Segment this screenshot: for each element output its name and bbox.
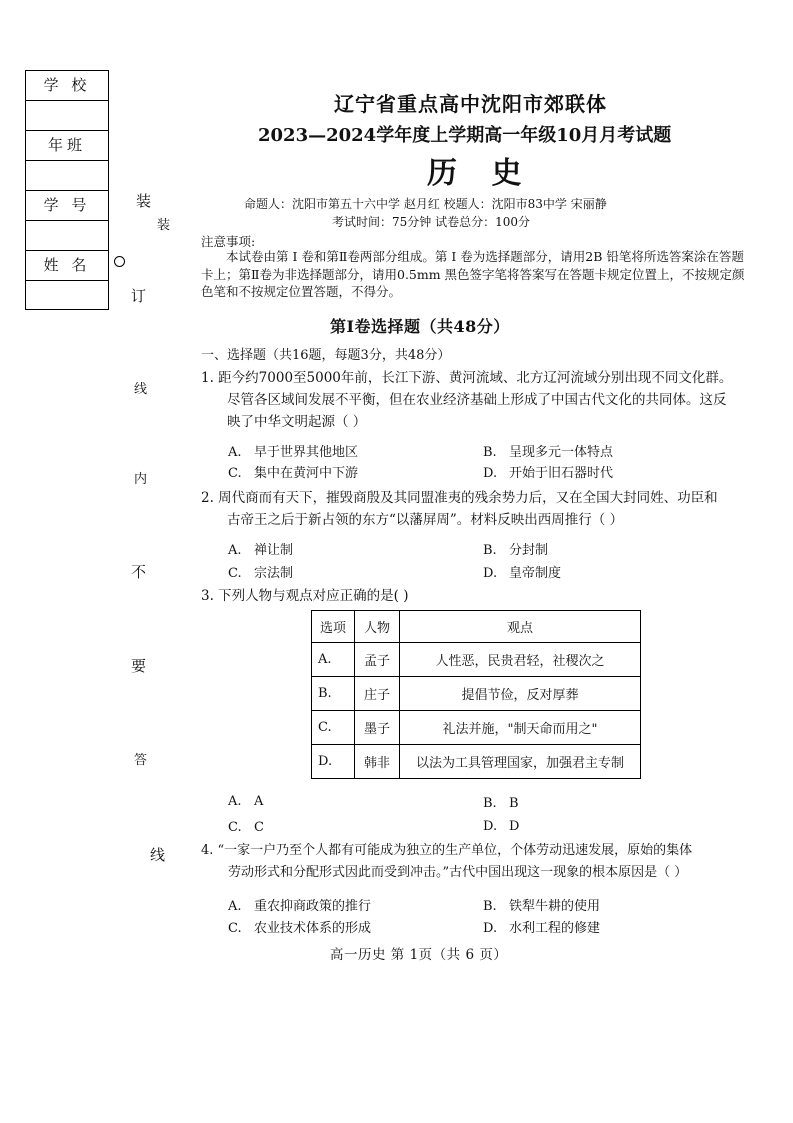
class-field[interactable] [26,161,108,191]
q2-option-b[interactable]: B. 分封制 [483,543,549,558]
q2-option-d[interactable]: D. 皇帝制度 [483,566,562,581]
q1-option-c[interactable]: C. 集中在黄河中下游 [228,466,359,481]
table-cell: B. [312,677,355,711]
name-label: 姓 名 [26,251,108,281]
exam-title-line1: 辽宁省重点高中沈阳市郊联体 [334,92,607,116]
binding-yao: 要 [131,657,147,675]
table-cell: 韩非 [355,745,400,779]
q2-option-a[interactable]: A. 禅让制 [228,543,294,558]
q3-option-c[interactable]: C. C [228,820,264,835]
question-1 [201,367,753,433]
q4-option-d[interactable]: D. 水利工程的修建 [483,921,601,936]
name-field[interactable] [26,281,108,310]
school-field[interactable] [26,101,108,131]
q3-table [311,610,641,779]
q1-option-d[interactable]: D. 开始于旧石器时代 [483,466,614,481]
binding-xian: 线 [134,382,148,397]
q3-option-b[interactable]: B. B [483,796,519,811]
table-cell: 以法为工具管理国家，加强君主专制 [400,745,641,779]
question-3 [201,585,753,607]
student-info-box [25,70,109,310]
table-header: 人物 [355,611,400,643]
question-stem: 尽管各区域间发展不平衡，但在农业经济基础上形成了中国古代文化的共同体。这反 [227,392,727,408]
table-cell: 礼法并施，"制天命而用之" [400,711,641,745]
table-cell: C. [312,711,355,745]
page-footer: 高一历史 第 1页（共 6 页） [330,947,508,963]
q3-option-a[interactable]: A. A [228,794,264,809]
notice-title: 注意事项: [201,234,256,249]
section-title: 第Ⅰ卷选择题（共48分） [330,317,510,336]
table-header-row [312,611,641,643]
student-id-label: 学 号 [26,191,108,221]
table-row [312,643,641,677]
question-stem: 4. “一家一户乃至个人都有可能成为独立的生产单位，个体劳动迅速发展，原始的集体 [201,843,693,858]
table-row [312,677,641,711]
binding-zhuang-inner: 装 [157,218,171,233]
table-header: 观点 [400,611,641,643]
question-stem: 2. 周代商而有天下，摧毁商殷及其同盟准夷的残余势力后，又在全国大封同姓、功臣和 [201,490,718,506]
question-stem: 3. 下列人物与观点对应正确的是( ) [201,588,409,604]
q2-option-c[interactable]: C. 宗法制 [228,566,294,581]
q1-option-b[interactable]: B. 呈现多元一体特点 [483,445,614,460]
q4-option-b[interactable]: B. 铁犁牛耕的使用 [483,899,601,914]
part-heading: 一、选择题（共16题，每题3分，共48分） [201,348,451,363]
question-stem: 1. 距今约7000至5000年前，长江下游、黄河流域、北方辽河流域分别出现不同文化群。 [201,370,733,386]
table-row [312,711,641,745]
q4-option-a[interactable]: A. 重农抑商政策的推行 [228,899,372,914]
table-cell: 墨子 [355,711,400,745]
binding-ding: 订 [131,287,147,305]
school-label: 学 校 [26,71,108,101]
binding-bu: 不 [131,563,147,581]
table-cell: 庄子 [355,677,400,711]
table-cell: 人性恶，民贵君轻，社稷次之 [400,643,641,677]
binding-ring-icon [114,256,125,267]
binding-nei: 内 [134,472,148,487]
table-cell: D. [312,745,355,779]
table-cell: 提倡节俭，反对厚葬 [400,677,641,711]
question-stem: 劳动形式和分配形式因此而受到冲击。”古代中国出现这一现象的根本原因是（ ） [228,865,688,880]
student-id-field[interactable] [26,221,108,251]
authors-line: 命题人：沈阳市第五十六中学 赵月红 校题人：沈阳市83中学 宋丽静 [244,197,607,211]
class-label: 年班 [26,131,108,161]
q4-option-c[interactable]: C. 农业技术体系的形成 [228,921,372,936]
q1-option-a[interactable]: A. 早于世界其他地区 [228,445,359,460]
question-2 [201,487,753,531]
exam-title-line2: 2023—2024学年度上学期高一年级10月月考试题 [258,125,672,146]
question-stem: 映了中华文明起源（ ） [227,414,367,430]
binding-zhuang-outer: 装 [136,192,152,210]
question-stem: 古帝王之后于新占领的东方“以藩屏周”。材料反映出西周推行（ ） [227,512,624,528]
subject-title: 历 史 [427,156,534,191]
exam-info-line: 考试时间：75分钟 试卷总分：100分 [332,215,530,229]
q3-option-d[interactable]: D. D [483,819,520,834]
question-4 [201,840,753,884]
table-cell: 孟子 [355,643,400,677]
binding-xian-bottom: 线 [150,846,166,864]
notice-body: 本试卷由第 Ⅰ 卷和第Ⅱ卷两部分组成。第 Ⅰ 卷为选择题部分，请用2B 铅笔将所选答案涂在答题卡上；第Ⅱ卷为非选择题部分，请用0.5mm 黑色签字笔将答案写在答题卡规定位置上，不按规定颜色笔和不按规定位置答题，不得分。 [201,249,745,299]
table-cell: A. [312,643,355,677]
binding-da: 答 [134,753,148,768]
table-header: 选项 [312,611,355,643]
table-row [312,745,641,779]
